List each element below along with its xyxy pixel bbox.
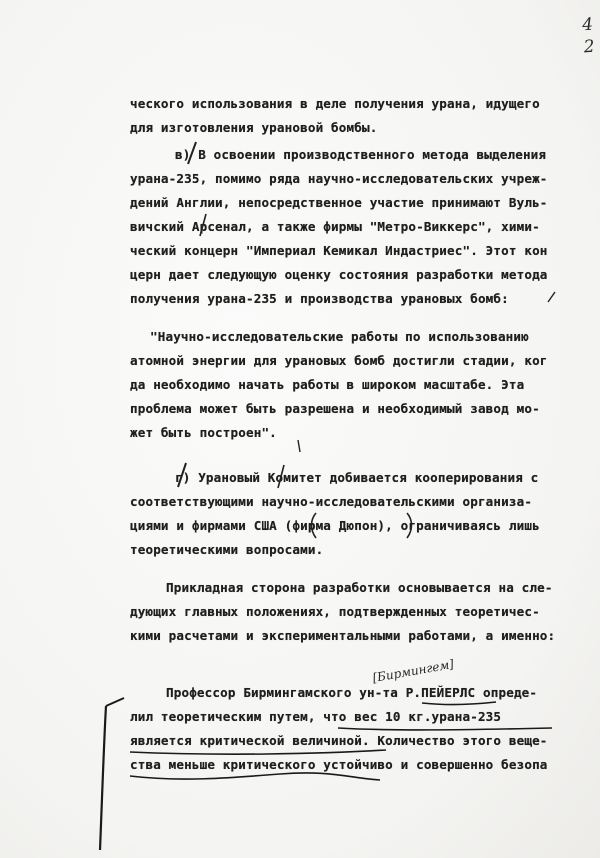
text-line: получения урана-235 и производства урановых бомб:	[130, 291, 509, 306]
text-line: теоретическими вопросами.	[130, 542, 324, 557]
text-line: церн дает следующую оценку состояния разработки метода	[130, 267, 548, 282]
text-line: дений Англии, непосредственное участие принимают Вуль-	[130, 195, 548, 210]
margin-line	[100, 706, 106, 850]
text-line: в) В освоении производственного метода выделения	[175, 147, 547, 162]
text-line: вичский Арсенал, а также фирмы "Метро-Виккерс", хими-	[130, 219, 540, 234]
underline	[130, 750, 386, 754]
text-line: проблема может быть разрешена и необходимый завод мо-	[130, 401, 540, 416]
text-line: дующих главных положениях, подтвержденных теоретичес-	[130, 604, 540, 619]
text-line: ческий концерн "Империал Кемикал Индастриес". Этот кон	[130, 243, 548, 258]
underline	[338, 728, 552, 730]
text-line: г) Урановый Комитет добивается кооперирования с	[175, 470, 539, 485]
handwritten-note: [Бирмингем]	[371, 656, 455, 686]
underline	[130, 773, 380, 780]
text-line: "Научно-исследовательские работы по использованию	[150, 329, 529, 344]
text-line: циями и фирмами США (фирма Дюпон), ограничиваясь лишь	[130, 518, 540, 533]
text-line: Профессор Бирмингамского ун-та Р.ПЕЙЕРЛС опреде-	[166, 685, 538, 700]
text-line: урана-235, помимо ряда научно-исследовательских учреж-	[130, 171, 548, 186]
margin-line	[106, 698, 124, 706]
text-line: кими расчетами и экспериментальными работами, а именно:	[130, 628, 556, 643]
text-line: лил теоретическим путем, что вес 10 кг.урана-235	[130, 709, 502, 724]
text-line: жет быть построен".	[130, 425, 277, 440]
text-line: ческого использования в деле получения урана, идущего	[130, 96, 540, 111]
text-line: атомной энергии для урановых бомб достигли стадии, ког	[130, 353, 548, 368]
text-line: соответствующими научно-исследовательскими организа-	[130, 494, 533, 509]
pen-stroke	[548, 292, 555, 302]
page-number-top: 4	[581, 14, 594, 36]
underline	[422, 702, 496, 705]
page-number	[582, 14, 596, 59]
page-number-bottom: 2	[583, 36, 596, 58]
text-line: да необходимо начать работы в широком масштабе. Эта	[130, 377, 525, 392]
text-line: является критической величиной. Количество этого веще-	[130, 733, 548, 748]
text-line: для изготовления урановой бомбы.	[130, 120, 378, 135]
text-line: Прикладная сторона разработки основывается на сле-	[166, 580, 553, 595]
pen-stroke	[298, 440, 300, 452]
text-line: ства меньше критического устойчиво и совершенно безопа	[130, 757, 548, 772]
